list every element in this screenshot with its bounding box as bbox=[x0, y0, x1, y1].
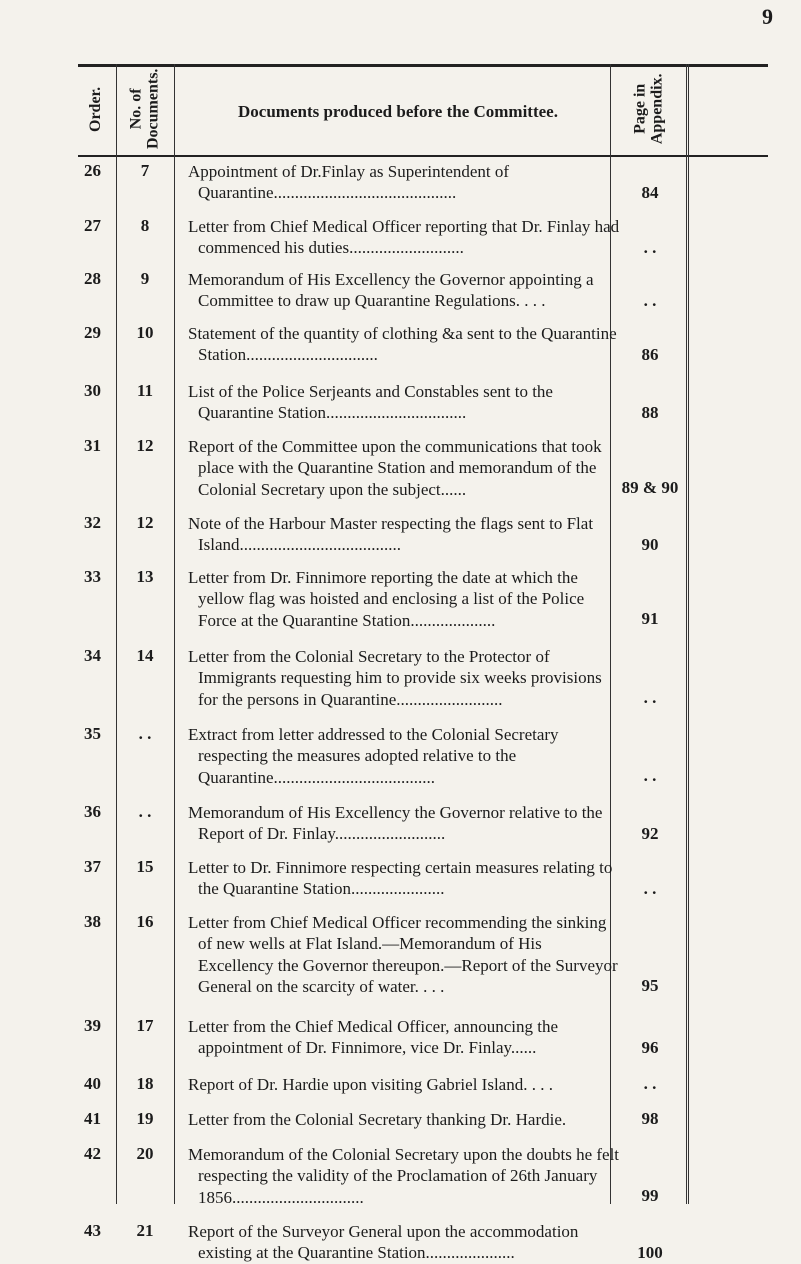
order-number: 38 bbox=[84, 912, 101, 931]
order-number: 43 bbox=[84, 1221, 101, 1240]
document-description: Letter from the Colonial Secretary to the Protector of Immigrants requesting him to provide six weeks provisions for the persons in Quarantine......................... bbox=[188, 647, 602, 709]
appendix-page: 89 & 90 bbox=[621, 478, 679, 497]
order-number: 42 bbox=[84, 1144, 101, 1163]
document-description: List of the Police Serjeants and Constables sent to the Quarantine Station................................. bbox=[188, 382, 553, 423]
column-divider bbox=[688, 64, 689, 1204]
document-number: 12 bbox=[136, 436, 154, 455]
order-number: 35 bbox=[84, 724, 101, 743]
document-description: Letter from the Colonial Secretary thanking Dr. Hardie. bbox=[188, 1110, 567, 1129]
appendix-page: 92 bbox=[641, 824, 659, 843]
page-number: 9 bbox=[762, 4, 773, 29]
order-number: 37 bbox=[84, 857, 101, 876]
document-description: Letter from the Chief Medical Officer, announcing the appointment of Dr. Finnimore, vice Dr. Finlay...... bbox=[188, 1017, 559, 1058]
document-description: Letter from Chief Medical Officer recommending the sinking of new wells at Flat Island.—Memorandum of His Excellency the Governor thereupon.—Report of the Surveyor General on the scarcity of water. . . . bbox=[188, 913, 618, 997]
document-number: 8 bbox=[140, 216, 150, 235]
order-number: 41 bbox=[84, 1109, 101, 1128]
appendix-page: . . bbox=[643, 1074, 657, 1093]
appendix-page: 99 bbox=[641, 1186, 659, 1205]
document-number: 14 bbox=[136, 646, 154, 665]
order-number: 32 bbox=[84, 513, 101, 532]
document-number: 19 bbox=[136, 1109, 154, 1128]
header-documents: Documents produced before the Committee. bbox=[238, 102, 558, 121]
document-number: 10 bbox=[136, 323, 154, 342]
appendix-page: 90 bbox=[641, 535, 659, 554]
appendix-page: 88 bbox=[641, 403, 659, 422]
document-number: 21 bbox=[136, 1221, 154, 1240]
document-number: 15 bbox=[136, 857, 154, 876]
document-number: 7 bbox=[140, 161, 150, 180]
document-number: 18 bbox=[136, 1074, 154, 1093]
appendix-page: 100 bbox=[637, 1243, 663, 1262]
document-description: Letter to Dr. Finnimore respecting certain measures relating to the Quarantine Station...................... bbox=[188, 858, 613, 899]
header-order: Order. bbox=[87, 86, 105, 132]
header-no-of-documents: No. of Documents. bbox=[127, 68, 161, 150]
column-divider bbox=[174, 64, 175, 1204]
header-rule bbox=[78, 155, 768, 157]
order-number: 29 bbox=[84, 323, 101, 342]
document-description: Statement of the quantity of clothing &a sent to the Quarantine Station............................... bbox=[188, 324, 617, 365]
appendix-page: 84 bbox=[641, 183, 659, 202]
appendix-page: . . bbox=[643, 766, 657, 785]
document-description: Memorandum of His Excellency the Governor appointing a Committee to draw up Quarantine Regulations. . . . bbox=[188, 270, 594, 311]
order-number: 33 bbox=[84, 567, 101, 586]
document-description: Report of the Committee upon the communications that took place with the Quarantine Station and memorandum of the Colonial Secretary upon the subject...... bbox=[188, 437, 602, 499]
document-description: Note of the Harbour Master respecting the flags sent to Flat Island...................................... bbox=[188, 514, 594, 555]
order-number: 30 bbox=[84, 381, 101, 400]
document-number: 20 bbox=[136, 1144, 154, 1163]
appendix-page: . . bbox=[643, 238, 657, 257]
appendix-page: . . bbox=[643, 688, 657, 707]
document-description: Memorandum of His Excellency the Governor relative to the Report of Dr. Finlay.......................... bbox=[188, 803, 603, 844]
order-number: 28 bbox=[84, 269, 101, 288]
appendix-page: 96 bbox=[641, 1038, 659, 1057]
document-description: Letter from Dr. Finnimore reporting the date at which the yellow flag was hoisted and enclosing a list of the Police Force at the Quarantine Station.................... bbox=[188, 568, 585, 630]
document-description: Memorandum of the Colonial Secretary upon the doubts he felt respecting the validity of the Proclamation of 26th January 1856............................... bbox=[188, 1145, 620, 1207]
document-description: Appointment of Dr.Finlay as Superintendent of Quarantine........................................... bbox=[188, 162, 510, 203]
documents-table bbox=[78, 64, 768, 1263]
appendix-page: 91 bbox=[641, 609, 659, 628]
appendix-page: 98 bbox=[641, 1109, 659, 1128]
document-description: Report of Dr. Hardie upon visiting Gabriel Island. . . . bbox=[188, 1075, 553, 1094]
document-description: Letter from Chief Medical Officer reporting that Dr. Finlay had commenced his duties........................... bbox=[188, 217, 620, 258]
header-page-in-appendix: Page in Appendix. bbox=[631, 73, 665, 145]
appendix-page: 86 bbox=[641, 345, 659, 364]
document-number: 13 bbox=[136, 567, 154, 586]
order-number: 27 bbox=[84, 216, 101, 235]
appendix-page: . . bbox=[643, 291, 657, 310]
appendix-page: 95 bbox=[641, 976, 659, 995]
document-number: 16 bbox=[136, 912, 154, 931]
document-description: Extract from letter addressed to the Colonial Secretary respecting the measures adopted relative to the Quarantine...................................... bbox=[188, 725, 559, 787]
document-number: . . bbox=[138, 724, 152, 743]
document-description: Report of the Surveyor General upon the accommodation existing at the Quarantine Station..................... bbox=[188, 1222, 579, 1263]
order-number: 31 bbox=[84, 436, 101, 455]
order-number: 39 bbox=[84, 1016, 101, 1035]
appendix-page: . . bbox=[643, 879, 657, 898]
document-number: . . bbox=[138, 802, 152, 821]
document-number: 17 bbox=[136, 1016, 154, 1035]
column-divider bbox=[686, 64, 687, 1204]
document-number: 9 bbox=[140, 269, 150, 288]
order-number: 34 bbox=[84, 646, 101, 665]
document-number: 11 bbox=[136, 381, 154, 400]
order-number: 40 bbox=[84, 1074, 101, 1093]
order-number: 36 bbox=[84, 802, 101, 821]
document-number: 12 bbox=[136, 513, 154, 532]
order-number: 26 bbox=[84, 161, 101, 180]
